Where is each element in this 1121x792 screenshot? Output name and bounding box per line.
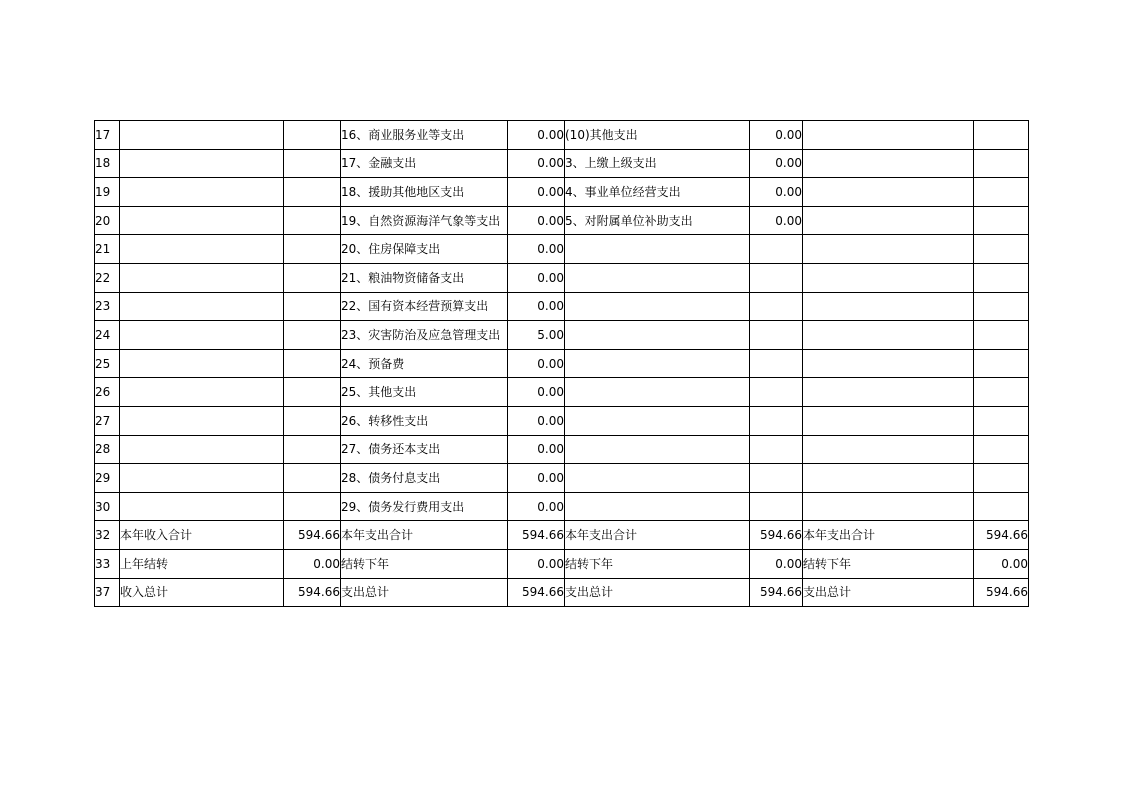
expense-function-value: 0.00: [508, 349, 565, 378]
expense-grand-total-label: 支出总计: [565, 578, 750, 607]
expense-economic-value: 0.00: [750, 121, 803, 150]
row-number: 22: [95, 263, 120, 292]
expense-economic-value: [750, 349, 803, 378]
expense-category-label: [803, 149, 974, 178]
expense-category-value: [974, 321, 1029, 350]
expense-function-value: 0.00: [508, 378, 565, 407]
expense-economic-value: [750, 435, 803, 464]
income-item-value: [284, 206, 341, 235]
income-item-label: [120, 206, 284, 235]
expense-function-label: 16、商业服务业等支出: [341, 121, 508, 150]
expense-economic-label: [565, 492, 750, 521]
row-number: 25: [95, 349, 120, 378]
income-item-label: [120, 464, 284, 493]
income-total-label: 本年收入合计: [120, 521, 284, 550]
table-row: [95, 292, 1029, 321]
expense-economic-label: [565, 321, 750, 350]
expense-economic-label: (10)其他支出: [565, 121, 750, 150]
table-row: [95, 263, 1029, 292]
expense-category-value: [974, 435, 1029, 464]
income-item-label: [120, 321, 284, 350]
expense-category-label: [803, 321, 974, 350]
income-item-label: [120, 406, 284, 435]
table-row: [95, 149, 1029, 178]
expense-function-label: 27、债务还本支出: [341, 435, 508, 464]
expense-total-value: 594.66: [974, 521, 1029, 550]
row-number: 37: [95, 578, 120, 607]
expense-category-label: [803, 378, 974, 407]
row-number: 26: [95, 378, 120, 407]
income-item-value: [284, 235, 341, 264]
income-item-value: [284, 406, 341, 435]
expense-economic-value: 0.00: [750, 149, 803, 178]
income-item-value: [284, 263, 341, 292]
table-row: [95, 206, 1029, 235]
expense-category-label: [803, 464, 974, 493]
expense-category-label: [803, 406, 974, 435]
income-item-label: [120, 435, 284, 464]
table-row: [95, 406, 1029, 435]
expense-category-value: [974, 464, 1029, 493]
carryover-out-label: 结转下年: [803, 549, 974, 578]
expense-economic-label: [565, 406, 750, 435]
income-total-value: 594.66: [284, 521, 341, 550]
expense-grand-total-label: 支出总计: [803, 578, 974, 607]
expense-grand-total-label: 支出总计: [341, 578, 508, 607]
expense-function-label: 21、粮油物资储备支出: [341, 263, 508, 292]
table-row: [95, 492, 1029, 521]
carryover-in-value: 0.00: [284, 549, 341, 578]
expense-total-value: 594.66: [750, 521, 803, 550]
table-row-grand-total: [95, 578, 1029, 607]
income-item-value: [284, 349, 341, 378]
expense-function-label: 25、其他支出: [341, 378, 508, 407]
expense-category-label: [803, 292, 974, 321]
income-grand-total-value: 594.66: [284, 578, 341, 607]
income-item-value: [284, 435, 341, 464]
carryover-out-label: 结转下年: [565, 549, 750, 578]
expense-economic-label: 4、事业单位经营支出: [565, 178, 750, 207]
expense-economic-value: [750, 492, 803, 521]
expense-function-value: 0.00: [508, 121, 565, 150]
expense-category-value: [974, 178, 1029, 207]
expense-economic-label: [565, 292, 750, 321]
expense-category-label: [803, 121, 974, 150]
expense-economic-label: [565, 349, 750, 378]
expense-economic-value: 0.00: [750, 178, 803, 207]
table-row: [95, 464, 1029, 493]
expense-function-label: 22、国有资本经营预算支出: [341, 292, 508, 321]
income-item-value: [284, 292, 341, 321]
income-item-value: [284, 321, 341, 350]
expense-economic-label: [565, 435, 750, 464]
expense-category-value: [974, 292, 1029, 321]
expense-function-value: 5.00: [508, 321, 565, 350]
table-row: [95, 321, 1029, 350]
row-number: 32: [95, 521, 120, 550]
expense-function-value: 0.00: [508, 435, 565, 464]
expense-economic-value: 0.00: [750, 206, 803, 235]
expense-function-label: 28、债务付息支出: [341, 464, 508, 493]
expense-grand-total-value: 594.66: [974, 578, 1029, 607]
expense-economic-value: [750, 235, 803, 264]
expense-economic-value: [750, 292, 803, 321]
row-number: 24: [95, 321, 120, 350]
expense-category-label: [803, 435, 974, 464]
expense-category-label: [803, 263, 974, 292]
expense-function-label: 17、金融支出: [341, 149, 508, 178]
expense-total-label: 本年支出合计: [341, 521, 508, 550]
table-row-carryover: [95, 549, 1029, 578]
expense-function-value: 0.00: [508, 292, 565, 321]
expense-economic-value: [750, 464, 803, 493]
expense-function-value: 0.00: [508, 263, 565, 292]
row-number: 19: [95, 178, 120, 207]
carryover-in-label: 上年结转: [120, 549, 284, 578]
expense-category-value: [974, 149, 1029, 178]
row-number: 28: [95, 435, 120, 464]
table-row: [95, 178, 1029, 207]
expense-economic-label: 3、上缴上级支出: [565, 149, 750, 178]
expense-economic-value: [750, 378, 803, 407]
expense-function-label: 19、自然资源海洋气象等支出: [341, 206, 508, 235]
table-row: [95, 349, 1029, 378]
table-row: [95, 121, 1029, 150]
row-number: 21: [95, 235, 120, 264]
expense-economic-label: [565, 378, 750, 407]
expense-economic-label: 5、对附属单位补助支出: [565, 206, 750, 235]
income-item-label: [120, 178, 284, 207]
expense-economic-value: [750, 263, 803, 292]
expense-category-label: [803, 178, 974, 207]
expense-function-label: 23、灾害防治及应急管理支出: [341, 321, 508, 350]
row-number: 20: [95, 206, 120, 235]
expense-function-value: 0.00: [508, 206, 565, 235]
income-item-label: [120, 492, 284, 521]
expense-category-value: [974, 492, 1029, 521]
row-number: 18: [95, 149, 120, 178]
expense-function-label: 18、援助其他地区支出: [341, 178, 508, 207]
budget-table: [94, 120, 1029, 607]
carryover-out-value: 0.00: [508, 549, 565, 578]
income-item-value: [284, 492, 341, 521]
expense-function-label: 26、转移性支出: [341, 406, 508, 435]
income-item-label: [120, 292, 284, 321]
expense-function-value: 0.00: [508, 235, 565, 264]
expense-category-value: [974, 349, 1029, 378]
carryover-out-value: 0.00: [974, 549, 1029, 578]
expense-function-value: 0.00: [508, 149, 565, 178]
expense-total-value: 594.66: [508, 521, 565, 550]
expense-category-label: [803, 235, 974, 264]
expense-category-value: [974, 406, 1029, 435]
expense-category-value: [974, 378, 1029, 407]
row-number: 33: [95, 549, 120, 578]
expense-function-value: 0.00: [508, 406, 565, 435]
expense-category-label: [803, 492, 974, 521]
income-item-value: [284, 149, 341, 178]
row-number: 17: [95, 121, 120, 150]
expense-grand-total-value: 594.66: [508, 578, 565, 607]
income-item-label: [120, 121, 284, 150]
income-grand-total-label: 收入总计: [120, 578, 284, 607]
income-item-value: [284, 121, 341, 150]
expense-total-label: 本年支出合计: [803, 521, 974, 550]
expense-function-value: 0.00: [508, 492, 565, 521]
income-item-value: [284, 178, 341, 207]
expense-function-label: 29、债务发行费用支出: [341, 492, 508, 521]
income-item-label: [120, 349, 284, 378]
row-number: 30: [95, 492, 120, 521]
table-row: [95, 378, 1029, 407]
expense-function-value: 0.00: [508, 464, 565, 493]
expense-grand-total-value: 594.66: [750, 578, 803, 607]
carryover-out-label: 结转下年: [341, 549, 508, 578]
expense-category-value: [974, 206, 1029, 235]
table-row-annual-total: [95, 521, 1029, 550]
expense-economic-label: [565, 464, 750, 493]
expense-economic-label: [565, 263, 750, 292]
income-item-value: [284, 378, 341, 407]
table-row: [95, 435, 1029, 464]
expense-category-value: [974, 121, 1029, 150]
expense-function-label: 24、预备费: [341, 349, 508, 378]
carryover-out-value: 0.00: [750, 549, 803, 578]
expense-economic-value: [750, 321, 803, 350]
row-number: 23: [95, 292, 120, 321]
expense-function-value: 0.00: [508, 178, 565, 207]
expense-category-label: [803, 206, 974, 235]
row-number: 29: [95, 464, 120, 493]
expense-category-value: [974, 235, 1029, 264]
income-item-label: [120, 235, 284, 264]
income-item-value: [284, 464, 341, 493]
expense-category-label: [803, 349, 974, 378]
expense-economic-value: [750, 406, 803, 435]
table-row: [95, 235, 1029, 264]
expense-category-value: [974, 263, 1029, 292]
income-item-label: [120, 263, 284, 292]
income-item-label: [120, 378, 284, 407]
expense-total-label: 本年支出合计: [565, 521, 750, 550]
income-item-label: [120, 149, 284, 178]
row-number: 27: [95, 406, 120, 435]
expense-economic-label: [565, 235, 750, 264]
expense-function-label: 20、住房保障支出: [341, 235, 508, 264]
